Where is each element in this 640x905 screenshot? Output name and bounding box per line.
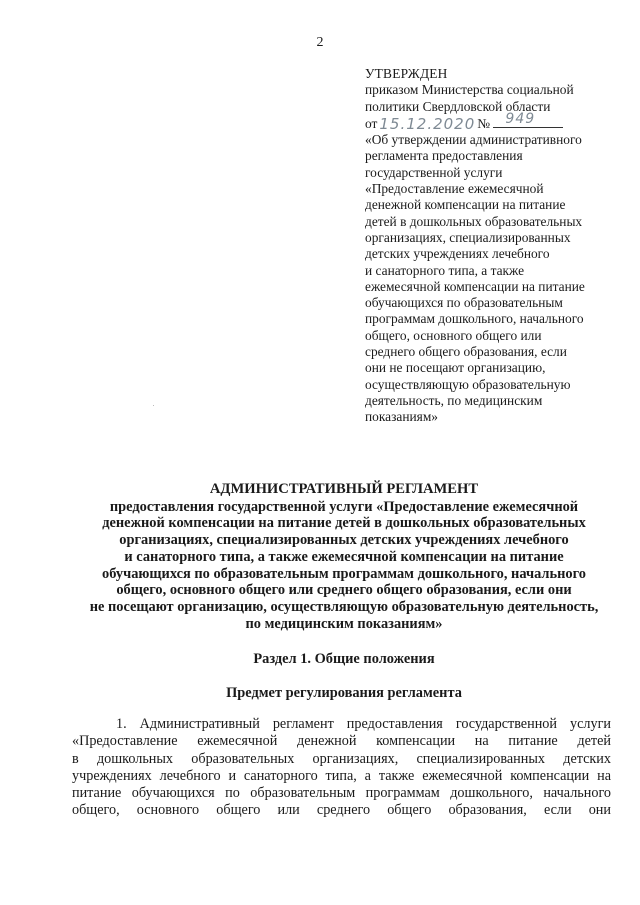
approval-subject-line: организациях, специализированных — [365, 229, 571, 245]
page-number: 2 — [316, 35, 324, 50]
approval-subject-line: детей в дошкольных образовательных — [365, 213, 583, 229]
approval-line: приказом Министерства социальной — [365, 82, 574, 98]
paragraph-1 — [72, 716, 611, 820]
approval-subject-line: «Об утверждении административного — [365, 132, 582, 148]
paragraph-line: «Предоставление ежемесячной денежной компенсации на питание детей — [72, 733, 611, 750]
approval-subject-line: обучающихся по образовательным — [365, 295, 563, 311]
paragraph-line: общего, основного общего или среднего общего образования, если они — [72, 802, 611, 819]
approval-subject-line: «Предоставление ежемесячной — [365, 181, 544, 197]
approval-subject-line: они не посещают организацию, — [365, 360, 546, 376]
approval-subject-line: денежной компенсации на питание — [365, 197, 566, 213]
document-subtitle-line: организациях, специализированных детских учреждениях лечебного — [119, 532, 569, 549]
handwritten-date: 15.12.2020 — [379, 114, 476, 133]
approval-subject-line: и санаторного типа, а также — [365, 262, 525, 278]
subsection-heading: Предмет регулирования регламента — [226, 685, 462, 701]
document-subtitle-line: не посещают организацию, осуществляющую образовательную деятельность, — [89, 598, 599, 615]
approval-subject — [365, 132, 615, 425]
date-prefix: от — [365, 115, 378, 131]
approval-subject-line: деятельность, по медицинским — [365, 392, 543, 408]
paragraph-line: питание обучающихся по образовательным программам дошкольного, начального — [72, 785, 611, 802]
document-subtitle-line: по медицинским показаниям» — [245, 615, 443, 632]
approval-subject-line: государственной услуги — [365, 164, 503, 180]
number-sign: № — [477, 115, 491, 131]
approval-subject-line: программам дошкольного, начального — [365, 311, 584, 327]
approval-subject-line: ежемесячной компенсации на питание — [365, 278, 585, 294]
approval-subject-line: осуществляющую образовательную — [365, 376, 571, 392]
handwritten-number: 949 — [505, 110, 536, 127]
document-subtitle-line: и санаторного типа, а также ежемесячной компенсации на питание — [124, 548, 564, 565]
approval-subject-line: показаниям» — [365, 409, 439, 425]
approval-line: политики Свердловской области — [365, 98, 551, 114]
approval-subject-line: детских учреждениях лечебного — [365, 246, 550, 262]
document-subtitle-line: предоставления государственной услуги «Предоставление ежемесячной — [109, 498, 579, 515]
paragraph-line: 1. Административный регламент предоставления государственной услуги — [116, 716, 611, 732]
number-blank — [493, 110, 563, 128]
document-title: АДМИНИСТРАТИВНЫЙ РЕГЛАМЕНТ — [209, 481, 479, 497]
document-subtitle-line: обучающихся по образовательным программам дошкольного, начального — [102, 565, 586, 582]
paragraph-line: учреждениях лечебного и санаторного типа, а также ежемесячной компенсации на — [72, 767, 611, 784]
document-subtitle-line: общего, основного общего или среднего общего образования, если они — [116, 582, 572, 599]
approval-block — [365, 66, 615, 426]
approval-subject-line: среднего общего образования, если — [365, 344, 567, 360]
approval-subject-line: общего, основного общего или — [365, 327, 542, 343]
document-title-block — [70, 481, 618, 632]
approval-heading: УТВЕРЖДЕН — [365, 66, 448, 81]
section-heading: Раздел 1. Общие положения — [253, 651, 435, 667]
approval-date-line — [365, 110, 615, 133]
paragraph-line: в дошкольных образовательных организациях, специализированных детских — [72, 750, 611, 767]
document-subtitle-line: денежной компенсации на питание детей в дошкольных образовательных — [102, 515, 586, 532]
approval-subject-line: регламента предоставления — [365, 148, 523, 164]
scan-speck — [153, 405, 154, 406]
